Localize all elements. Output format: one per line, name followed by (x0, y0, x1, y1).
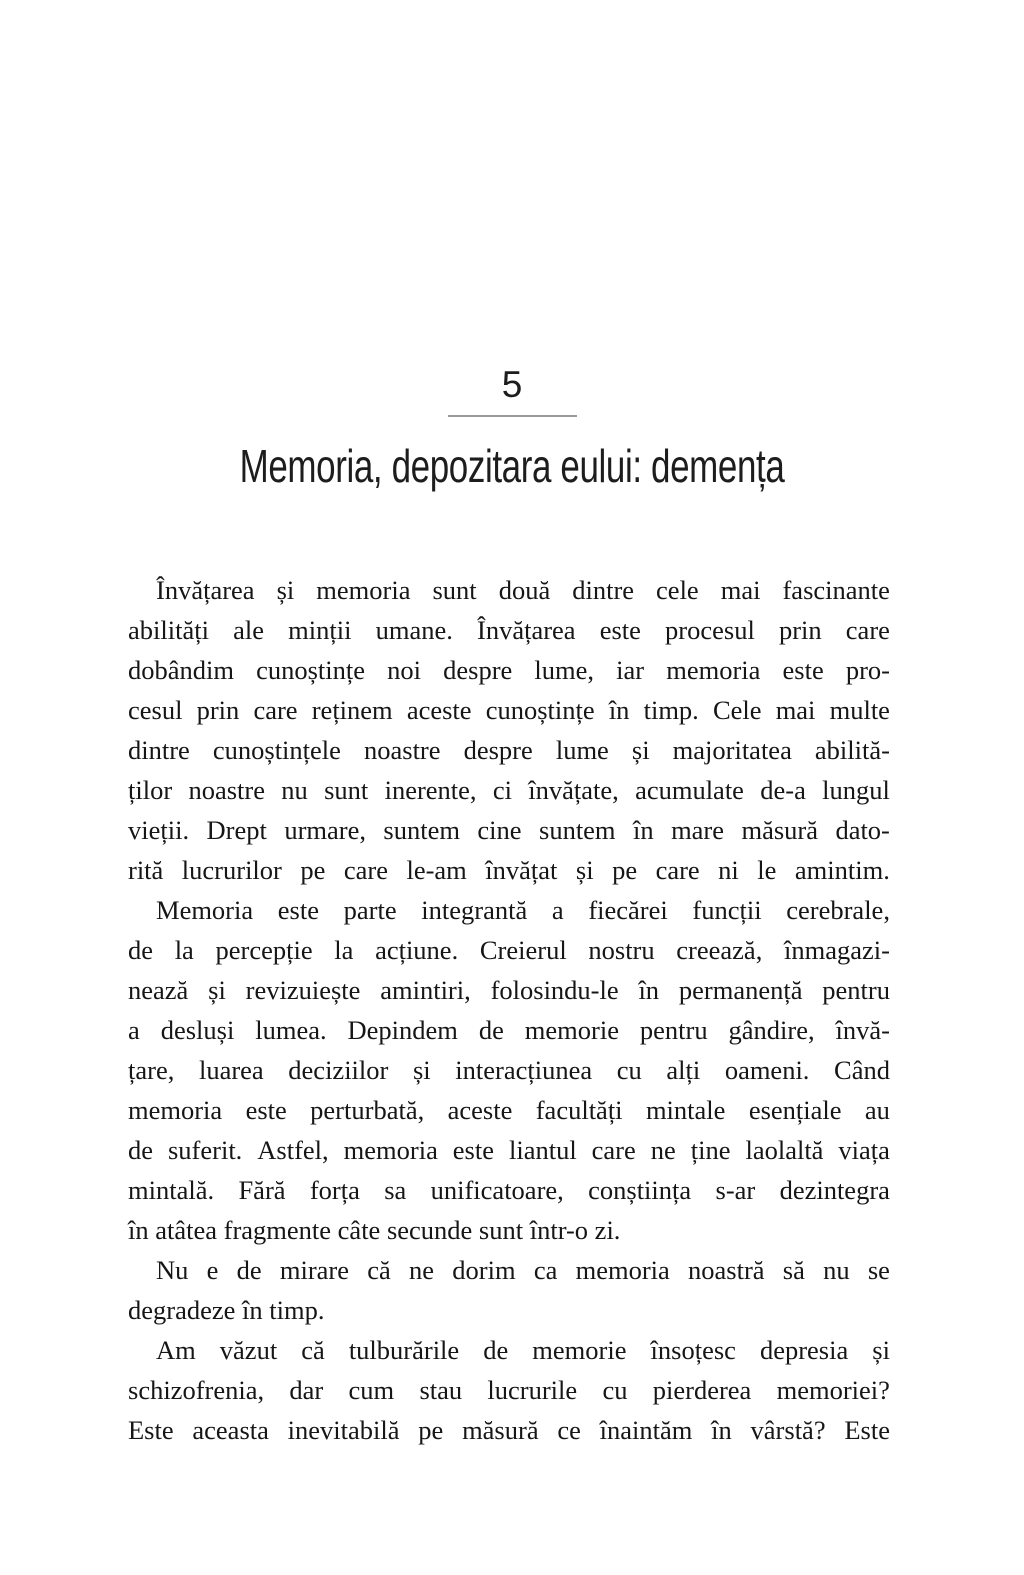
word: cerebrale, (786, 895, 890, 925)
word: revizuiește (245, 975, 361, 1005)
text-line: în atâtea fragmente câte secunde sunt într-o zi. (128, 1215, 621, 1245)
word: s-ar (715, 1175, 756, 1205)
word: care (343, 855, 388, 885)
text-line (128, 1170, 890, 1210)
word: dezintegra (779, 1175, 890, 1205)
word: abilități (128, 615, 209, 645)
word: nostru (588, 935, 655, 965)
word: memoriei? (776, 1375, 890, 1405)
word: cum (348, 1375, 395, 1405)
word: că (367, 1255, 391, 1285)
word: mai (720, 575, 761, 605)
word: două (498, 575, 551, 605)
word: vieții. (128, 815, 190, 845)
word: cunoștințe (256, 655, 366, 685)
word: se (867, 1255, 890, 1285)
chapter-number: 5 (501, 364, 523, 405)
word: memorie (532, 1335, 627, 1365)
word: reținem (311, 695, 393, 725)
word: viața (838, 1135, 890, 1165)
text-line (128, 1090, 890, 1130)
word: laolaltă (745, 1135, 824, 1165)
word: Creierul (479, 935, 567, 965)
word: despre (463, 735, 533, 765)
word: pe (612, 855, 638, 885)
word: în (711, 1415, 732, 1445)
word: lucrurilor (181, 855, 282, 885)
word: permanență (678, 975, 803, 1005)
word: mirare (279, 1255, 350, 1285)
word: nează (128, 975, 189, 1005)
word: Nu (156, 1255, 189, 1285)
word: pentru (822, 975, 890, 1005)
word: memoria (128, 1095, 223, 1125)
word: pierderea (652, 1375, 752, 1405)
text-line (128, 1250, 890, 1290)
word: noastre (188, 775, 265, 805)
word: mare (671, 815, 725, 845)
word: cesul (128, 695, 183, 725)
word: sa (384, 1175, 407, 1205)
word: este (782, 655, 824, 685)
word: cele (656, 575, 699, 605)
chapter-title: Memoria, depozitara eului: demența (239, 440, 785, 492)
word: înaintăm (599, 1415, 693, 1445)
word: desluși (160, 1015, 235, 1045)
word: Când (834, 1055, 890, 1085)
word: a (551, 895, 564, 925)
word: rită (128, 855, 164, 885)
word: la (334, 935, 354, 965)
word: să (782, 1255, 805, 1285)
word: pro- (845, 655, 890, 685)
word: despre (443, 655, 513, 685)
word: fascinante (782, 575, 890, 605)
text-line (128, 1330, 890, 1370)
word: este (452, 1135, 494, 1165)
text-line (128, 730, 890, 770)
word: pe (300, 855, 326, 885)
word: Memoria (156, 895, 254, 925)
word: aceste (447, 1095, 513, 1125)
word: amintim. (794, 855, 890, 885)
text-line (128, 1370, 890, 1410)
word: de (483, 1335, 509, 1365)
word: conștiința (588, 1175, 692, 1205)
text-line (128, 890, 890, 930)
word: cine (477, 815, 522, 845)
word: memoria (666, 655, 761, 685)
word: învă- (835, 1015, 890, 1045)
word: esențiale (748, 1095, 842, 1125)
word: oameni. (724, 1055, 810, 1085)
word: măsură (741, 815, 818, 845)
word: Fără (238, 1175, 286, 1205)
word: mintale (645, 1095, 726, 1125)
text-line (128, 850, 890, 890)
word: interacțiunea (455, 1055, 593, 1085)
word: dintre (572, 575, 635, 605)
word: luarea (198, 1055, 264, 1085)
text-line (128, 570, 890, 610)
text-line (128, 650, 890, 690)
word: pentru (639, 1015, 708, 1045)
word: dobândim (128, 655, 234, 685)
word: înmagazi- (784, 935, 890, 965)
word: Este (844, 1415, 890, 1445)
word: suntem (383, 815, 460, 845)
word: integrantă (421, 895, 528, 925)
body-text (128, 570, 890, 1450)
word: unificatoare, (430, 1175, 564, 1205)
word: vârstă? (750, 1415, 826, 1445)
word: este (277, 895, 319, 925)
word: care (845, 615, 890, 645)
word: multe (829, 695, 890, 725)
word: inerente, (384, 775, 477, 805)
word: Este (128, 1415, 174, 1445)
word: și (412, 1055, 431, 1085)
word: gândire, (728, 1015, 815, 1045)
word: și (631, 735, 650, 765)
word: care (253, 695, 298, 725)
word: ține (690, 1135, 731, 1165)
word: facultăți (535, 1095, 623, 1125)
word: forța (309, 1175, 360, 1205)
word: prin (196, 695, 240, 725)
word: folosindu-le (490, 975, 619, 1005)
word: a (128, 1015, 140, 1045)
word: iar (616, 655, 645, 685)
word: stau (419, 1375, 463, 1405)
word: de-a (760, 775, 806, 805)
text-line (128, 1410, 890, 1450)
word: alți (666, 1055, 701, 1085)
word: memorie (524, 1015, 619, 1045)
word: le-am (406, 855, 467, 885)
word: amintiri, (380, 975, 471, 1005)
word: timp. (643, 695, 699, 725)
word: acumulate (635, 775, 744, 805)
word: Depindem (347, 1015, 458, 1045)
text-line (128, 1130, 890, 1170)
text-line: degradeze în timp. (128, 1295, 325, 1325)
text-line (128, 770, 890, 810)
text-line (128, 610, 890, 650)
word: e (206, 1255, 219, 1285)
word: noi (387, 655, 422, 685)
text-line (128, 970, 890, 1010)
word: prin (778, 615, 822, 645)
word: țare, (128, 1055, 175, 1085)
text-line (128, 1050, 890, 1090)
word: suntem (539, 815, 616, 845)
word: noastre (364, 735, 441, 765)
word: sunt (432, 575, 477, 605)
word: Învățarea (156, 575, 255, 605)
word: lume, (534, 655, 595, 685)
word: memoria (316, 575, 411, 605)
word: ților (128, 775, 173, 805)
word: inevitabilă (287, 1415, 400, 1445)
word: că (301, 1335, 325, 1365)
word: percepție (215, 935, 313, 965)
word: liantul (508, 1135, 577, 1165)
word: memoria (575, 1255, 670, 1285)
word: noastră (688, 1255, 765, 1285)
word: cunoștințe (485, 695, 595, 725)
word: aceasta (192, 1415, 269, 1445)
word: în (608, 695, 630, 725)
chapter-divider-rule (448, 415, 577, 417)
word: aceste (406, 695, 472, 725)
word: de (128, 1135, 154, 1165)
word: ale (233, 615, 264, 645)
word: ne (409, 1255, 435, 1285)
word: la (174, 935, 194, 965)
word: memoria (343, 1135, 438, 1165)
text-line (128, 810, 890, 850)
word: deciziilor (288, 1055, 389, 1085)
word: schizofrenia, (128, 1375, 265, 1405)
word: însoțesc (650, 1335, 736, 1365)
text-line (128, 690, 890, 730)
word: Drept (206, 815, 267, 845)
word: parte (343, 895, 397, 925)
word: ni (718, 855, 739, 885)
text-line (128, 1010, 890, 1050)
word: dar (289, 1375, 324, 1405)
word: procesul (665, 615, 755, 645)
word: majoritatea (672, 735, 792, 765)
word: Am (156, 1335, 196, 1365)
word: ne (650, 1135, 676, 1165)
word: de (478, 1015, 504, 1045)
word: nu (281, 775, 308, 805)
word: acțiune. (375, 935, 459, 965)
word: mai (775, 695, 816, 725)
word: sunt (324, 775, 369, 805)
word: de (236, 1255, 262, 1285)
word: fiecărei (588, 895, 668, 925)
word: Învățarea (477, 615, 576, 645)
word: lumea. (255, 1015, 327, 1045)
word: le (757, 855, 777, 885)
word: suferit. (167, 1135, 243, 1165)
word: care (591, 1135, 636, 1165)
text-line (128, 930, 890, 970)
word: minții (288, 615, 352, 645)
word: este (245, 1095, 287, 1125)
word: care (655, 855, 700, 885)
word: dato- (835, 815, 890, 845)
word: ci (492, 775, 512, 805)
word: lungul (822, 775, 890, 805)
word: învățat (485, 855, 558, 885)
word: umane. (375, 615, 453, 645)
word: de (128, 935, 154, 965)
word: și (872, 1335, 890, 1365)
word: în (633, 815, 654, 845)
word: în (638, 975, 660, 1005)
word: pe (418, 1415, 444, 1445)
word: urmare, (284, 815, 366, 845)
word: și (575, 855, 594, 885)
word: ce (557, 1415, 581, 1445)
word: și (208, 975, 226, 1005)
word: dorim (452, 1255, 516, 1285)
word: perturbată, (310, 1095, 425, 1125)
word: este (599, 615, 641, 645)
word: creează, (676, 935, 763, 965)
word: văzut (219, 1335, 278, 1365)
word: abilită- (814, 735, 890, 765)
word: măsură (462, 1415, 539, 1445)
word: funcții (692, 895, 762, 925)
word: lume (555, 735, 609, 765)
word: depresia (759, 1335, 849, 1365)
word: cunoștințele (212, 735, 341, 765)
word: învățate, (528, 775, 619, 805)
word: cu (602, 1375, 628, 1405)
word: mintală. (128, 1175, 215, 1205)
word: Astfel, (257, 1135, 329, 1165)
word: lucrurile (487, 1375, 578, 1405)
word: tulburările (348, 1335, 460, 1365)
word: Cele (712, 695, 762, 725)
word: au (864, 1095, 890, 1125)
word: cu (616, 1055, 642, 1085)
word: nu (823, 1255, 850, 1285)
word: și (276, 575, 295, 605)
word: ca (533, 1255, 558, 1285)
word: dintre (128, 735, 190, 765)
